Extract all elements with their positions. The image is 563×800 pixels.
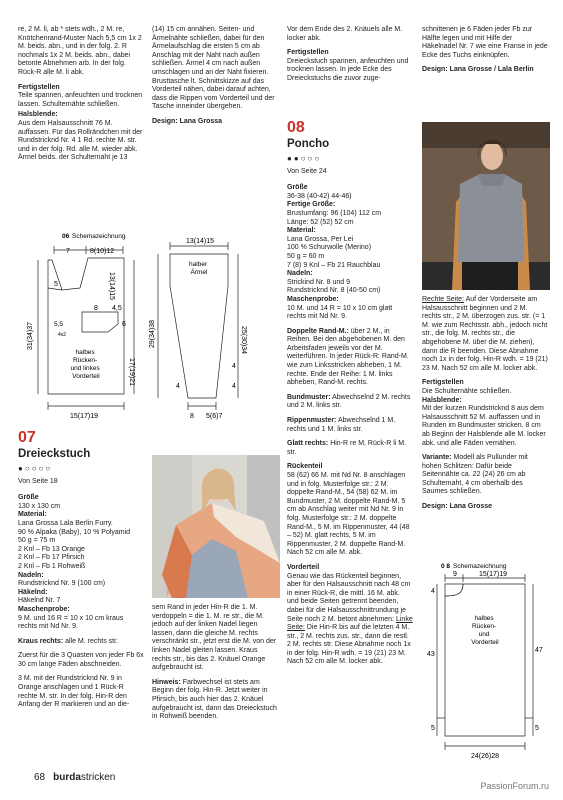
dim-label: 8 xyxy=(190,413,194,420)
dim-label: 4 xyxy=(232,383,236,390)
heading: Halsblende: xyxy=(18,111,58,119)
piece-label xyxy=(189,261,209,276)
piece-label xyxy=(471,615,499,646)
value: Die Schulternähte schließen. xyxy=(422,387,512,395)
section-07 xyxy=(18,430,144,716)
heading: Rückenteil xyxy=(287,463,323,471)
value: Häkelnd Nr. 7 xyxy=(18,597,61,605)
heading: Maschenprobe: xyxy=(18,605,70,613)
section-number: 08 xyxy=(287,119,305,136)
dim-label: 5 xyxy=(54,281,58,288)
dim-label: 17(19)21 xyxy=(128,358,135,387)
piece-label-line: Rücken- xyxy=(72,357,98,364)
section-08 xyxy=(287,120,413,673)
paragraph xyxy=(287,440,413,457)
inline-text: über 2 M., in Reihen. Bei den abgehobenen M. den Arbeitsfaden jeweils vor der M. weiterführen. In jeder Rück-R: Rand-M. wie zum Linksstricken abheben, 1 M. rechte. Ende der Reihe: 1 M. links abheben, Rand-M. rechts. xyxy=(287,327,409,387)
inline-heading: Variante: xyxy=(422,454,452,462)
schema-08 xyxy=(425,560,550,760)
dim-label: 4x2 xyxy=(58,332,67,338)
paragraph xyxy=(422,454,548,497)
heading: Material: xyxy=(18,511,47,519)
col2-bottom-text xyxy=(152,604,278,728)
watermark: PassionForum.ru xyxy=(480,781,549,791)
piece-label-line: halber xyxy=(189,261,208,268)
dim-label: 6 xyxy=(122,321,126,328)
piece-label-line: Vorderteil xyxy=(471,639,499,646)
value: 36-38 (40-42) 44-46) xyxy=(287,192,352,200)
page-number: 68 xyxy=(34,772,46,783)
piece-label-line: Rücken- xyxy=(471,623,497,630)
paragraph: sem Rand in jeder Hin-R die 1. M. verdoppeln = die 1. M. re str., die M. jedoch auf der linken Nadel liegen lassen, dann die gleiche M. rechts verschränkt str., jetzt erst die M. von der linken Nadel gleiten lassen. Kraus rechts str., bis das 2. Knäuel Orange aufgebraucht ist. xyxy=(152,604,277,672)
dim-label: 5(6)7 xyxy=(206,413,223,420)
inline-heading: Rechte Seite: xyxy=(422,296,465,303)
schema-06-sleeve xyxy=(150,228,245,423)
dim-label: 8(10)12 xyxy=(90,248,115,255)
heading: Nadeln: xyxy=(287,270,313,278)
dim-label: 9 xyxy=(453,571,457,578)
inline-heading: Kraus rechts: xyxy=(18,637,64,645)
design-credit: Design: Lana Grosse / Lala Berlin xyxy=(422,66,534,74)
material-line: 2 Knl – Fb 13 Orange xyxy=(18,545,85,553)
paragraph: 58 (62) 66 M. mit Nd Nr. 8 anschlagen und in folg. Musterfolge str.: 2 M. doppelte Rand-M., 54 (58) 62 M. im Bundmuster, 2 M. doppelte Rand-M. 5 cm ab Anschlag weiter mit Nd Nr. 9 in folg. Musterfolge str.: 2 M. doppelte Rand-M., 5 M. im Rippenmuster, 44 (48 – 52) M. glatt rechts, 5 M. im Rippenmuster, 2 M. doppelte Rand-M. Nach 52 cm alle M. abk. xyxy=(287,472,410,557)
material-line: Lana Grossa Lala Berlin Furry. xyxy=(18,519,113,527)
piece-label xyxy=(70,349,101,380)
value: Rundstricknd Nr. 9 (100 cm) xyxy=(18,580,106,588)
photo-dreieckstuch-image xyxy=(152,455,280,598)
heading: Fertigstellen xyxy=(18,83,60,91)
piece-label-line: und xyxy=(478,631,490,638)
value: 130 x 130 cm xyxy=(18,502,61,510)
paragraph xyxy=(287,328,413,388)
difficulty-dots: ●●○○○ xyxy=(287,154,322,163)
paragraph xyxy=(287,394,413,411)
paragraph xyxy=(152,679,278,722)
heading: Fertige Größe: xyxy=(287,201,336,209)
piece-label-line: halbes xyxy=(474,615,494,622)
inline-heading: Doppelte Rand-M.: xyxy=(287,327,349,335)
col4-top-text xyxy=(422,26,548,81)
paragraph xyxy=(287,417,413,434)
paragraph: 3 M. mit der Rundstricknd Nr. 9 in Orange anschlagen und 1 Rück-R rechte M. str. In der folg. Hin-R den Anfang der R markieren und an die- xyxy=(18,675,130,709)
material-line: 2 Knl – Fb 17 Pfirsich xyxy=(18,554,85,562)
material-line: 2 Knl – Fb 1 Rohweiß xyxy=(18,562,86,570)
material-line: Lana Grossa, Per Lei xyxy=(287,235,354,243)
material-line: 50 g = 60 m xyxy=(287,252,325,260)
inline-heading: Linke Seite: xyxy=(287,615,413,632)
photo-dreieckstuch xyxy=(152,455,280,598)
heading: Häkelnd: xyxy=(18,588,48,596)
paragraph: schnittenen je 6 Fäden jeder Fb zur Hälfte legen und mit Hilfe der Häkelnadel Nr. 7 wie eine Franse in jede Ecke des Tuchs einknüpfen. xyxy=(422,26,548,59)
dim-label: 31(34)37 xyxy=(27,321,34,350)
heading: Halsblende: xyxy=(422,396,462,404)
inline-heading: Bundmuster: xyxy=(287,393,331,401)
photo-poncho-image xyxy=(422,122,550,290)
col3-top-text xyxy=(287,26,413,90)
inline-text: Abwechselnd 2 M. rechts und 2 M. links str. xyxy=(287,393,411,410)
dim-label: 24(26)28 xyxy=(471,753,500,760)
dim-label: 4 xyxy=(176,383,180,390)
inline-text: alle M. rechts str. xyxy=(65,637,118,645)
inline-text: Auf der Vorderseite am Halsausschnitt beginnen und 2 M. rechts str., 2 M. überzogen zus. str. (= 1 M. wie zum Rechtsstr. abh., jedoch nicht str., die folg. M. rechts str., die abgehobene M. über die M. ziehen), dann die R beenden. Diese Abnahme noch 1x in der folg. Hin-R wdh. = 19 (21) 23 M. Nach 52 cm alle M. locker abk. xyxy=(422,296,548,372)
brand-logo-suffix: stricken xyxy=(80,772,116,783)
piece-label-line: Ärmel xyxy=(190,269,208,276)
paragraph: 9 M. und 16 R = 10 x 10 cm kraus rechts mit Nd Nr. 9. xyxy=(18,614,124,631)
design-credit: Design: Lana Grosse xyxy=(422,503,493,511)
dim-label: 5 xyxy=(431,725,435,732)
heading: Material: xyxy=(287,227,316,235)
value: Brustumfang: 96 (104) 112 cm xyxy=(287,209,382,217)
material-line: 100 % Schurwolle (Merino) xyxy=(287,244,372,252)
dim-label: 4 xyxy=(431,588,435,595)
inline-text: Farbwechsel ist stets am Beginn der folg. Hin-R. Jetzt weiter in Pfirsich, bis auch hier das 2. Knäuel aufgebraucht ist, dann das Dreieckstuch in Rohweiß beenden. xyxy=(152,678,277,721)
schema-number: 0 8 xyxy=(441,563,451,570)
dim-label: 5 xyxy=(535,725,539,732)
difficulty-dots: ●○○○○ xyxy=(18,464,53,473)
paragraph: Zuerst für die 3 Quasten von jeder Fb 6x 30 cm lange Fäden abschneiden. xyxy=(18,652,144,668)
paragraph xyxy=(422,296,548,373)
dim-label: 5,5 xyxy=(54,321,64,328)
value: Rundstricknd Nr. 8 (40-50 cm) xyxy=(287,287,381,295)
col2-top-text xyxy=(152,26,278,133)
paragraph: 10 M. und 14 R = 10 x 10 cm glatt rechts mit Nd Nr. 9. xyxy=(287,304,393,321)
dim-label: 4 xyxy=(232,363,236,370)
heading: Maschenprobe: xyxy=(287,295,339,303)
paragraph: re, 2 M. li, ab * stets wdh., 2 M. re, Knötchenrand-Muster Nach 5,5 cm 1x 2 M. beids. abn., und in der folg. 2. R nochmals 1x 2 M. beids. abn., dabei betonte Abnehmen arb. In der folg. Rück-R alle M. li abk. xyxy=(18,26,142,76)
paragraph: Vor dem Ende des 2. Knäuels alle M. locker abk. xyxy=(287,26,403,42)
dim-label: 43 xyxy=(427,651,435,658)
material-line: 7 (8) 9 Knl – Fb 21 Rauchblau xyxy=(287,261,381,269)
section-number: 07 xyxy=(18,429,36,446)
dim-label: 15(17)19 xyxy=(70,413,99,420)
dim-label: 4,5 xyxy=(112,305,122,312)
inline-text: Abwechselnd 1 M. rechts und 1 M. links str. xyxy=(287,417,396,433)
dim-label: 25(30)34 xyxy=(240,326,247,355)
schema-number: 06 xyxy=(62,233,70,240)
dim-label: 47 xyxy=(535,647,543,654)
material-line: 50 g = 75 m xyxy=(18,537,56,545)
heading: Größe xyxy=(287,184,308,192)
schema-06-body xyxy=(18,228,146,423)
inline-heading: Hinweis: xyxy=(152,678,181,686)
heading: Größe xyxy=(18,494,39,502)
heading: Fertigstellen xyxy=(422,379,464,387)
inline-heading: Glatt rechts: xyxy=(287,440,329,448)
schema-title: Schemazeichnung xyxy=(72,233,126,240)
section-title: Poncho xyxy=(287,138,330,150)
dim-label: 29(34)38 xyxy=(149,319,156,348)
dim-label: 8 xyxy=(94,305,98,312)
schema-title: Schemazeichnung xyxy=(453,563,507,570)
paragraph: (14) 15 cm annähen. Seiten- und Ärmelnähte schließen, dabei für den Ärmelaufschlag die ersten 5 cm ab Anschlag mit der Naht nach außen schließen. Ärmel 4 cm nach außen umschlagen und an der Naht fixieren. Brusttasche lt. Schnittskizze auf das Vorderteil nähen, dabei darauf achten, dass die Rippen vom Vorderteil und der Tasche inneinder übergehen. xyxy=(152,26,275,111)
heading: Fertigstellen xyxy=(287,49,329,57)
dim-label: 13(14)15 xyxy=(186,238,215,245)
paragraph: Teile spannen, anfeuchten und trocknen lassen. Schulternähte schließen. xyxy=(18,92,143,108)
col4-mid-text xyxy=(422,296,548,518)
source-ref: Von Seite 18 xyxy=(18,477,58,485)
dim-label: 7 xyxy=(66,248,70,255)
paragraph: Dreieckstuch spannen, anfeuchten und trocknen lassen. In jede Ecke des Dreieckstuchs die zuvor zuge- xyxy=(287,57,409,82)
value: Länge: 52 (52) 52 cm xyxy=(287,218,354,226)
dim-label: 15(17)19 xyxy=(479,571,508,578)
section-title: Dreieckstuch xyxy=(18,448,91,460)
inline-heading: Rippenmuster: xyxy=(287,417,337,425)
heading: Nadeln: xyxy=(18,571,44,579)
brand-logo: burda xyxy=(53,772,81,783)
inline-text: Modell als Pullunder mit hohen Schlitzen: Dafür beide Seitennähte ca. 22 (24) 26 cm ab Schulternaht, 4 cm oberhalb des Saumes schließen. xyxy=(422,454,528,496)
paragraph: Mit der kurzen Rundstricknd 8 aus dem Halsausschnitt 52 M. auffassen und in Runden im Bundmuster stricken. 8 cm ab Beginn der Halsblende alle M. locker abk. und alle Fäden vernähen. xyxy=(422,405,546,447)
paragraph xyxy=(18,638,144,647)
paragraph xyxy=(287,573,413,668)
material-line: 90 % Alpaka (Baby), 10 % Polyamid xyxy=(18,528,131,536)
piece-label-line: halbes xyxy=(75,349,95,356)
paragraph: Aus dem Halsausschnitt 76 M. auffassen. Für das Rollrändchen mit der Rundstricknd Nr. 4 1 Rd. rechte M. str. und in der folg. Rd. alle M. wieder abk. Ärmel beids. der Schulternaht je 13 xyxy=(18,119,143,162)
dim-label: 13(14)15 xyxy=(108,272,115,301)
inline-text: Hin-R re M, Rück-R li M. str. xyxy=(287,440,407,456)
piece-label-line: Vorderteil xyxy=(72,373,100,380)
value: Strickind Nr. 8 und 9 xyxy=(287,278,351,286)
inline-text: Genau wie das Rückenteil beginnen, aber für den Halsausschnitt nach 48 cm in einer Rück-R, die mittl. 16 M. abk. und beide Seiten getrennt beenden, dabei für die Halsausschnittrundung je Seite noch 2 M. betont abnehmen: xyxy=(287,572,411,623)
heading: Vorderteil xyxy=(287,563,320,571)
piece-label-line: und linkes xyxy=(70,365,100,372)
col1-top-text xyxy=(18,26,144,169)
footer xyxy=(34,772,115,783)
photo-poncho xyxy=(422,122,550,290)
source-ref: Von Seite 24 xyxy=(287,167,327,175)
inline-text: Die Hin-R bis auf die letzten 4 M. str., 2 M. rechts zus. str., dann die restl. 2 M. rechts str. Diese Abnahme noch 1x in der folg. Hin-R wdh. = 19 (21) 23 M. Nach 52 cm alle M. locker abk. xyxy=(287,624,411,666)
design-credit: Design: Lana Grossa xyxy=(152,117,223,125)
